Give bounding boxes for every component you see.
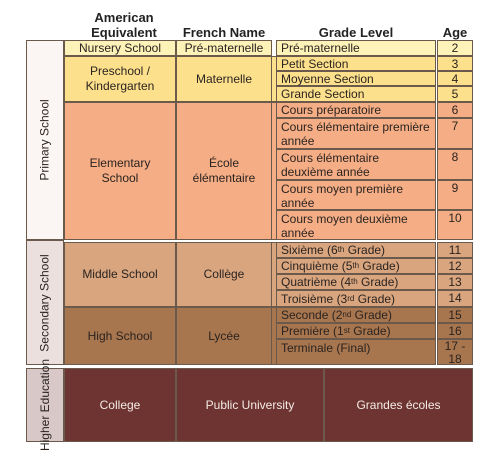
elementary-age-4: 9 xyxy=(437,180,473,210)
middle-age-1: 11 xyxy=(437,242,473,258)
high-grade-3 xyxy=(276,339,436,365)
preschool-french: Maternelle xyxy=(176,56,272,102)
high-grade-2-text: Première (1 xyxy=(281,324,344,338)
section-higher-label: Higher Education xyxy=(38,358,52,452)
elementary-age-5: 10 xyxy=(437,210,473,240)
middle-american: Middle School xyxy=(64,242,176,307)
high-age-1: 15 xyxy=(437,307,473,323)
high-age-2: 16 xyxy=(437,323,473,339)
nursery-grade: Pré-maternelle xyxy=(276,40,436,56)
middle-grade-2-post: Grade) xyxy=(359,259,400,273)
middle-grade-3: Quatrième (4 th Grade) xyxy=(276,274,436,290)
preschool-age-3: 5 xyxy=(437,86,473,102)
high-grade-3-text: Terminale (Final) xyxy=(281,341,371,355)
nursery-american: Nursery School xyxy=(64,40,176,56)
header-age: Age xyxy=(442,25,468,40)
middle-grade-4-text: Troisième (3 xyxy=(281,291,348,306)
section-secondary-school xyxy=(26,240,64,365)
higher-grandes-ecoles: Grandes écoles xyxy=(324,368,473,442)
nursery-age: 2 xyxy=(437,40,473,56)
elementary-american: Elementary School xyxy=(64,102,176,240)
preschool-grade-1: Petit Section xyxy=(276,56,436,71)
middle-grade-4: Troisième (3 rd Grade) xyxy=(276,290,436,307)
higher-public-university: Public University xyxy=(176,368,324,442)
high-french: Lycée xyxy=(176,307,272,365)
middle-grade-1: Sixième (6 th Grade) xyxy=(276,242,436,258)
header-french-name: French Name xyxy=(182,25,266,40)
elementary-grade-1: Cours préparatoire xyxy=(276,102,436,118)
middle-french: Collège xyxy=(176,242,272,307)
higher-college: College xyxy=(64,368,176,442)
middle-age-4: 14 xyxy=(437,290,473,307)
middle-grade-3-post: Grade) xyxy=(357,275,399,289)
middle-grade-1-post: Grade) xyxy=(344,243,386,257)
high-grade-1-text: Seconde (2 xyxy=(281,308,343,322)
nursery-french: Pré-maternelle xyxy=(176,40,272,56)
preschool-american: Preschool / Kindergarten xyxy=(64,56,176,102)
high-grade-2-post: Grade) xyxy=(349,324,391,338)
section-primary-school xyxy=(26,40,64,240)
section-higher-education xyxy=(26,358,64,452)
elementary-grade-3: Cours élémentaire deuxième année xyxy=(276,149,436,180)
elementary-grade-4: Cours moyen première année xyxy=(276,180,436,210)
high-grade-2: Première (1 st Grade) xyxy=(276,323,436,339)
elementary-age-2: 7 xyxy=(437,118,473,149)
middle-grade-2-text: Cinquième (5 xyxy=(281,259,353,273)
preschool-grade-3: Grande Section xyxy=(276,86,436,102)
middle-grade-4-post: Grade) xyxy=(354,291,396,306)
elementary-grade-5: Cours moyen deuxième année xyxy=(276,210,436,240)
middle-age-2: 12 xyxy=(437,258,473,274)
elementary-age-1: 6 xyxy=(437,102,473,118)
preschool-age-2: 4 xyxy=(437,71,473,86)
middle-age-3: 13 xyxy=(437,274,473,290)
elementary-french: École élémentaire xyxy=(176,102,272,240)
high-age-3: 17 - 18 xyxy=(437,339,473,365)
header-grade-level: Grade Level xyxy=(318,25,394,40)
section-secondary-label: Secondary School xyxy=(38,253,52,352)
preschool-grade-2: Moyenne Section xyxy=(276,71,436,86)
elementary-grade-2: Cours élémentaire première année xyxy=(276,118,436,149)
high-american: High School xyxy=(64,307,176,365)
section-primary-label: Primary School xyxy=(38,99,53,181)
middle-grade-1-text: Sixième (6 xyxy=(281,243,338,257)
preschool-age-1: 3 xyxy=(437,56,473,71)
high-grade-1: Seconde (2 nd Grade) xyxy=(276,307,436,323)
elementary-age-3: 8 xyxy=(437,149,473,180)
middle-grade-3-text: Quatrième (4 xyxy=(281,275,352,289)
header-american-equivalent: American Equivalent xyxy=(91,10,157,40)
middle-grade-2: Cinquième (5 th Grade) xyxy=(276,258,436,274)
high-grade-1-post: Grade) xyxy=(351,308,392,322)
